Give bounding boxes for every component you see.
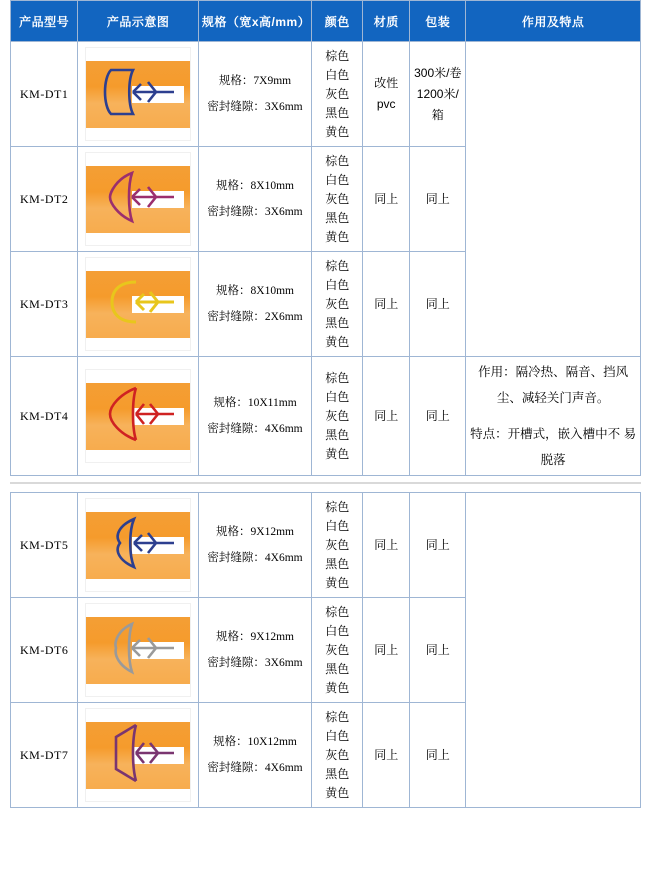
packing-line: 300米/卷 [414,65,462,80]
table-row [11,493,641,598]
material-cell: 同上 [363,703,410,808]
spec-line: 规格：8X10mm [216,180,294,192]
material-cell: 同上 [363,147,410,252]
spec-cell [198,252,311,357]
color-option: 黑色 [325,105,350,120]
feature-line: 尘、减轻关门声音。 [496,391,610,405]
diagram-cell [78,703,198,808]
spec-line: 密封缝隙：4X6mm [207,552,303,564]
color-cell [312,252,363,357]
diagram-cell [78,42,198,147]
color-option: 棕色 [325,153,350,168]
color-option: 黑色 [325,210,350,225]
table-body [11,42,641,476]
color-cell [312,42,363,147]
feature-characteristic [469,421,637,473]
features-cell [466,357,641,476]
seal-profile-icon [86,604,190,696]
spec-cell [198,703,311,808]
spec-line: 密封缝隙：3X6mm [207,206,303,218]
spec-cell [198,147,311,252]
feature-function [469,359,637,411]
diagram-cell [78,598,198,703]
color-option: 黄色 [325,575,350,590]
diagram-cell [78,147,198,252]
color-option: 棕色 [325,48,350,63]
model-cell: KM-DT5 [11,493,78,598]
color-cell [312,493,363,598]
packing-cell: 同上 [410,147,466,252]
color-option: 灰色 [325,642,350,657]
color-option: 白色 [325,67,350,82]
color-option: 棕色 [325,709,350,724]
color-option: 灰色 [325,747,350,762]
feature-line: 特点：开槽式，嵌入槽中不 [470,427,621,441]
model-cell: KM-DT6 [11,598,78,703]
spec-line: 规格：7X9mm [218,75,292,87]
spec-line: 规格：8X10mm [216,285,294,297]
color-option: 灰色 [325,86,350,101]
diagram-cell [78,493,198,598]
color-option: 黄色 [325,124,350,139]
packing-cell: 同上 [410,252,466,357]
spec-line: 规格：9X12mm [216,631,294,643]
color-option: 黄色 [325,229,350,244]
feature-line: 易脱落 [540,427,637,467]
spec-line: 密封缝隙：4X6mm [207,423,303,435]
material-cell: 同上 [363,493,410,598]
table-row [11,357,641,476]
seal-profile-icon [86,153,190,245]
header-spec: 规格（宽x高/mm） [198,1,311,42]
seal-profile-icon [86,499,190,591]
product-diagram-image [85,152,191,246]
color-cell [312,598,363,703]
color-option: 白色 [325,277,350,292]
product-diagram-image [85,47,191,141]
header-material: 材质 [363,1,410,42]
color-option: 黄色 [325,680,350,695]
color-option: 黄色 [325,785,350,800]
seal-profile-icon [86,709,190,801]
material-cell: 同上 [363,252,410,357]
spec-line: 密封缝隙：3X6mm [207,101,303,113]
model-cell: KM-DT2 [11,147,78,252]
spec-line: 密封缝隙：4X6mm [207,762,303,774]
header-packing: 包装 [410,1,466,42]
header-row [11,1,641,42]
spec-cell [198,42,311,147]
color-option: 棕色 [325,499,350,514]
color-option: 黑色 [325,427,350,442]
spec-line: 规格：9X12mm [216,526,294,538]
spec-cell [198,357,311,476]
color-option: 棕色 [325,258,350,273]
color-option: 黑色 [325,556,350,571]
spec-cell [198,598,311,703]
spec-line: 规格：10X12mm [213,736,297,748]
diagram-cell [78,252,198,357]
packing-cell: 同上 [410,357,466,476]
product-spec-table-1 [10,0,641,476]
table-header [11,1,641,42]
color-option: 黑色 [325,661,350,676]
color-option: 白色 [325,389,350,404]
table-row [11,42,641,147]
model-cell: KM-DT1 [11,42,78,147]
color-option: 灰色 [325,408,350,423]
header-model: 产品型号 [11,1,78,42]
features-cell-empty [466,493,641,808]
seal-profile-icon [86,48,190,140]
color-cell [312,147,363,252]
seal-profile-icon [86,370,190,462]
material-cell: 同上 [363,598,410,703]
color-option: 黑色 [325,315,350,330]
packing-line: 1200米/箱 [416,86,459,122]
color-option: 白色 [325,623,350,638]
color-option: 黄色 [325,446,350,461]
color-option: 棕色 [325,370,350,385]
features-cell-empty [466,42,641,357]
product-diagram-image [85,257,191,351]
product-diagram-image [85,603,191,697]
color-cell [312,357,363,476]
product-diagram-image [85,498,191,592]
header-diagram: 产品示意图 [78,1,198,42]
product-spec-table-2 [10,492,641,808]
color-option: 黄色 [325,334,350,349]
seal-profile-icon [86,258,190,350]
header-features: 作用及特点 [466,1,641,42]
model-cell: KM-DT4 [11,357,78,476]
color-option: 灰色 [325,537,350,552]
table-divider [10,482,641,484]
model-cell: KM-DT7 [11,703,78,808]
color-option: 黑色 [325,766,350,781]
product-diagram-image [85,708,191,802]
color-cell [312,703,363,808]
header-color: 颜色 [312,1,363,42]
color-option: 棕色 [325,604,350,619]
table-body-2 [11,493,641,808]
packing-cell: 同上 [410,598,466,703]
color-option: 白色 [325,172,350,187]
packing-cell [410,42,466,147]
product-diagram-image [85,369,191,463]
packing-cell: 同上 [410,493,466,598]
material-cell: 改性pvc [363,42,410,147]
color-option: 白色 [325,518,350,533]
packing-cell: 同上 [410,703,466,808]
diagram-cell [78,357,198,476]
color-option: 灰色 [325,296,350,311]
spec-line: 密封缝隙：3X6mm [207,657,303,669]
color-option: 灰色 [325,191,350,206]
spec-line: 密封缝隙：2X6mm [207,311,303,323]
feature-line: 作用：隔冷热、隔音、挡风 [478,365,629,379]
color-option: 白色 [325,728,350,743]
model-cell: KM-DT3 [11,252,78,357]
spec-cell [198,493,311,598]
material-cell: 同上 [363,357,410,476]
spec-line: 规格：10X11mm [213,397,297,409]
